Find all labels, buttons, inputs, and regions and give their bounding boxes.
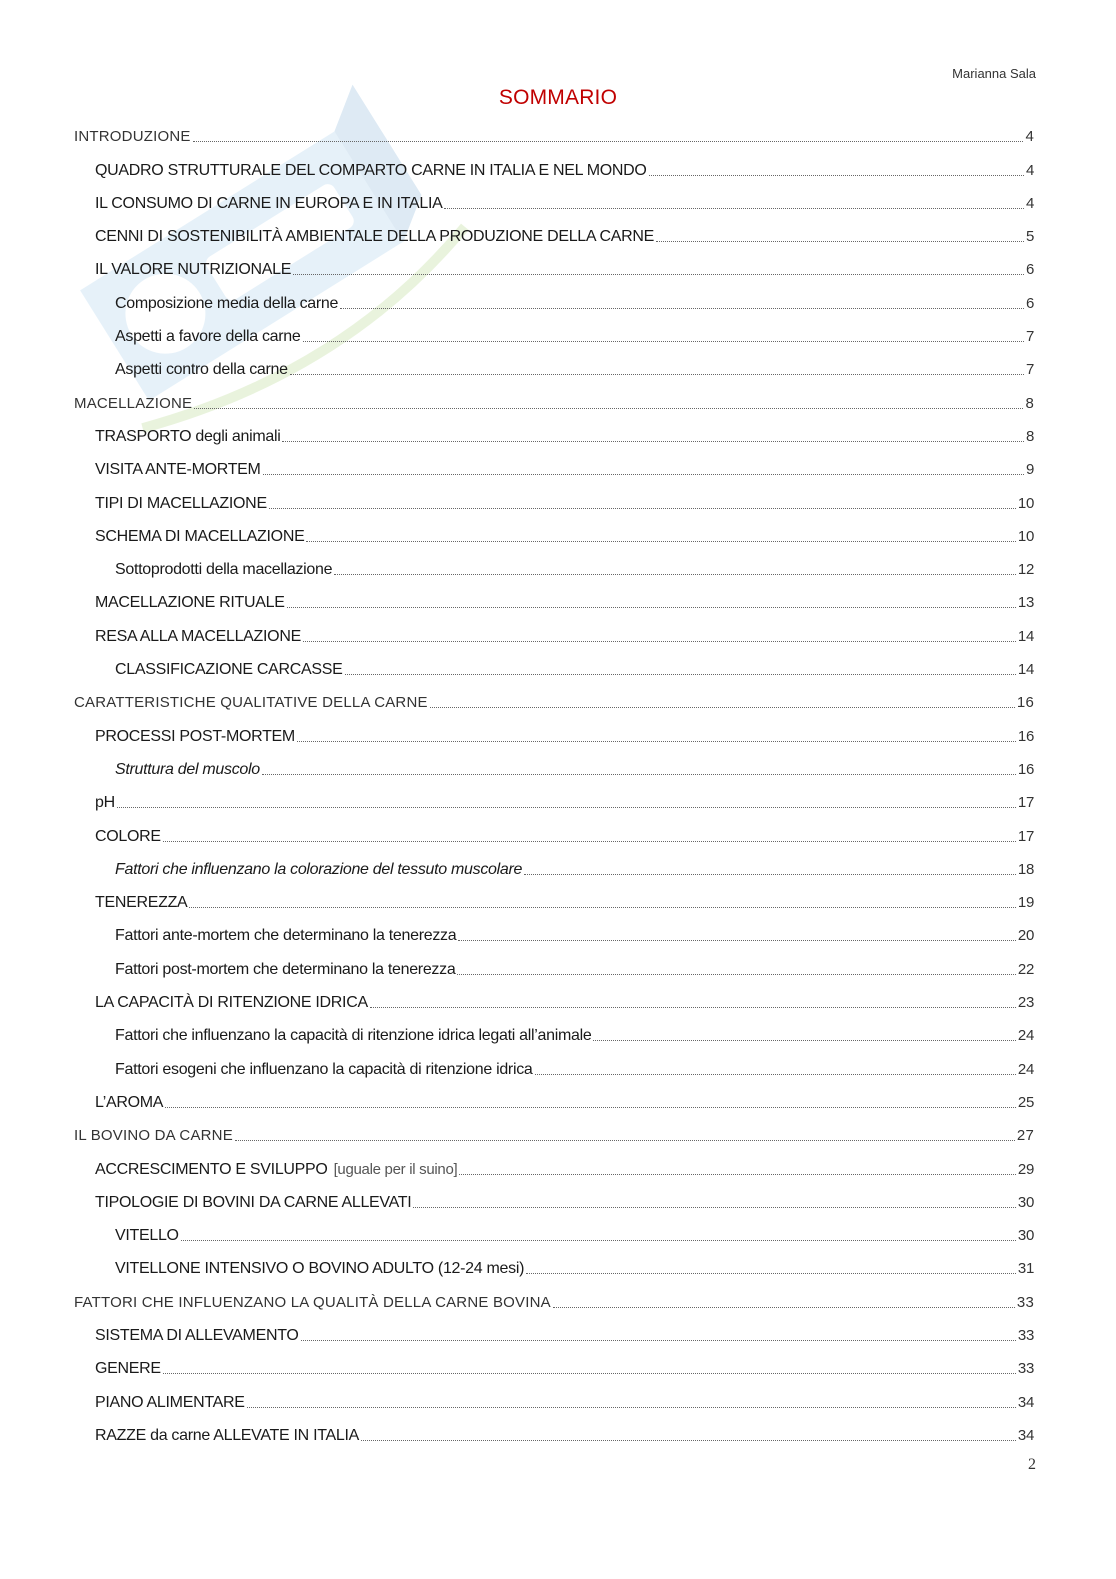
dot-leader (194, 408, 1023, 409)
dot-leader (334, 574, 1016, 575)
toc-entry-page: 4 (1025, 161, 1034, 179)
toc-entry[interactable] (74, 451, 1034, 484)
toc-entry-title: IL VALORE NUTRIZIONALE (95, 261, 292, 279)
toc-entry-page: 7 (1025, 328, 1034, 346)
toc-entry-title: GENERE (95, 1360, 161, 1378)
toc-entry[interactable] (74, 1350, 1034, 1383)
toc-entry-title: RESA ALLA MACELLAZIONE (95, 627, 301, 645)
toc-entry[interactable] (74, 917, 1034, 950)
toc-entry[interactable] (74, 1084, 1034, 1117)
toc-entry-page: 9 (1025, 461, 1034, 479)
dot-leader (303, 641, 1016, 642)
toc-entry-title: COLORE (95, 827, 161, 845)
dot-leader (306, 541, 1015, 542)
toc-entry-page: 30 (1017, 1227, 1034, 1245)
toc-entry[interactable] (74, 1150, 1034, 1183)
toc-entry[interactable] (74, 584, 1034, 617)
toc-entry-title: Sottoprodotti della macellazione (115, 561, 333, 579)
dot-leader (181, 1240, 1016, 1241)
toc-entry[interactable] (74, 950, 1034, 983)
toc-entry[interactable] (74, 551, 1034, 584)
toc-entry[interactable] (74, 1250, 1034, 1283)
dot-leader (297, 741, 1016, 742)
toc-entry[interactable] (74, 1017, 1034, 1050)
dot-leader (193, 141, 1024, 142)
toc-entry-title: CARATTERISTICHE QUALITATIVE DELLA CARNE (74, 694, 428, 712)
toc-entry-page: 12 (1017, 561, 1034, 579)
toc-entry[interactable] (74, 151, 1034, 184)
toc-entry-page: 30 (1017, 1193, 1034, 1211)
toc-entry-title: VISITA ANTE-MORTEM (95, 461, 261, 479)
dot-leader (345, 674, 1016, 675)
toc-entry-page: 25 (1017, 1093, 1034, 1111)
toc-entry-page: 16 (1017, 727, 1034, 745)
toc-entry-title: Fattori che influenzano la capacità di ritenzione idrica legati all’animale (115, 1027, 592, 1045)
toc-entry[interactable] (74, 1184, 1034, 1217)
dot-leader (430, 707, 1015, 708)
toc-entry-title: SISTEMA DI ALLEVAMENTO (95, 1326, 299, 1344)
toc-entry-page: 22 (1017, 960, 1034, 978)
toc-entry-page: 4 (1025, 128, 1034, 146)
dot-leader (165, 1107, 1016, 1108)
dot-leader (303, 341, 1024, 342)
toc-entry-title: Composizione media della carne (115, 294, 339, 312)
dot-leader (444, 208, 1023, 209)
toc-entry-title: RAZZE da carne ALLEVATE IN ITALIA (95, 1426, 359, 1444)
toc-entry-page: 13 (1017, 594, 1034, 612)
toc-entry-title: FATTORI CHE INFLUENZANO LA QUALITÀ DELLA CARNE BOVINA (74, 1293, 551, 1311)
toc-entry-title: Fattori ante-mortem che determinano la tenerezza (115, 927, 457, 945)
toc-entry-page: 33 (1017, 1360, 1034, 1378)
dot-leader (235, 1140, 1015, 1141)
toc-entry-page: 20 (1017, 927, 1034, 945)
dot-leader (361, 1440, 1016, 1441)
dot-leader (553, 1307, 1015, 1308)
toc-entry-title: TIPI DI MACELLAZIONE (95, 494, 267, 512)
toc-entry[interactable] (74, 884, 1034, 917)
toc-entry-page: 31 (1017, 1260, 1034, 1278)
toc-entry-page: 10 (1017, 494, 1034, 512)
dot-leader (269, 508, 1016, 509)
toc-entry-title: QUADRO STRUTTURALE DEL COMPARTO CARNE IN ITALIA E NEL MONDO (95, 161, 647, 179)
toc-entry-title: VITELLONE INTENSIVO O BOVINO ADULTO (12-24 mesi) (115, 1260, 525, 1278)
toc-entry-page: 5 (1025, 228, 1034, 246)
toc-entry-title: MACELLAZIONE (74, 394, 193, 412)
toc-entry-title: ACCRESCIMENTO E SVILUPPO (95, 1160, 328, 1178)
table-of-contents (74, 118, 1034, 1450)
dot-leader (163, 841, 1016, 842)
toc-entry-title: IL BOVINO DA CARNE (74, 1127, 233, 1145)
toc-entry[interactable] (74, 118, 1034, 151)
toc-entry-page: 16 (1016, 694, 1034, 712)
toc-entry-page: 34 (1017, 1426, 1034, 1444)
toc-entry-title: Struttura del muscolo (115, 760, 260, 778)
toc-entry[interactable] (74, 518, 1034, 551)
toc-entry-title: Aspetti a favore della carne (115, 328, 301, 346)
toc-entry[interactable] (74, 817, 1034, 850)
toc-entry[interactable] (74, 318, 1034, 351)
toc-entry-page: 29 (1017, 1160, 1034, 1178)
dot-leader (459, 1174, 1016, 1175)
toc-entry[interactable] (74, 218, 1034, 251)
header-author: Marianna Sala (952, 66, 1036, 81)
page-title: SOMMARIO (498, 86, 618, 109)
toc-entry[interactable] (74, 1217, 1034, 1250)
toc-entry-page: 16 (1017, 760, 1034, 778)
toc-entry-title: Fattori che influenzano la colorazione del tessuto muscolare (115, 860, 523, 878)
toc-entry-page: 19 (1017, 894, 1034, 912)
dot-leader (656, 241, 1024, 242)
toc-entry[interactable] (74, 1283, 1034, 1316)
toc-entry-title: PROCESSI POST-MORTEM (95, 727, 295, 745)
toc-entry[interactable] (74, 484, 1034, 517)
toc-entry-page: 27 (1016, 1127, 1034, 1145)
dot-leader (163, 1373, 1016, 1374)
toc-entry-title: CENNI DI SOSTENIBILITÀ AMBIENTALE DELLA PRODUZIONE DELLA CARNE (95, 228, 655, 246)
toc-entry-page: 33 (1016, 1293, 1034, 1311)
toc-entry-page: 8 (1025, 427, 1034, 445)
toc-entry[interactable] (74, 384, 1034, 417)
toc-entry-page: 17 (1017, 827, 1034, 845)
dot-leader (370, 1007, 1016, 1008)
toc-entry-page: 18 (1017, 860, 1034, 878)
toc-entry-title: LA CAPACITÀ DI RITENZIONE IDRICA (95, 994, 368, 1012)
dot-leader (301, 1340, 1016, 1341)
toc-entry[interactable] (74, 251, 1034, 284)
toc-entry-title: Aspetti contro della carne (115, 361, 288, 379)
toc-entry[interactable] (74, 1317, 1034, 1350)
toc-entry[interactable] (74, 1117, 1034, 1150)
dot-leader (189, 907, 1015, 908)
toc-entry-page: 24 (1017, 1060, 1034, 1078)
dot-leader (649, 175, 1024, 176)
toc-entry-title: IL CONSUMO DI CARNE IN EUROPA E IN ITALIA (95, 194, 443, 212)
toc-entry[interactable] (74, 984, 1034, 1017)
toc-entry-page: 17 (1017, 794, 1034, 812)
dot-leader (413, 1207, 1016, 1208)
toc-entry[interactable] (74, 185, 1034, 218)
dot-leader (535, 1074, 1016, 1075)
toc-entry[interactable] (74, 1050, 1034, 1083)
toc-entry-title: CLASSIFICAZIONE CARCASSE (115, 661, 343, 679)
toc-entry-page: 6 (1025, 294, 1034, 312)
dot-leader (262, 774, 1016, 775)
toc-entry-page: 7 (1025, 361, 1034, 379)
dot-leader (263, 474, 1024, 475)
dot-leader (524, 874, 1016, 875)
toc-entry[interactable] (74, 751, 1034, 784)
toc-entry-page: 4 (1025, 194, 1034, 212)
toc-entry-page: 8 (1025, 394, 1034, 412)
toc-entry[interactable] (74, 284, 1034, 317)
dot-leader (293, 274, 1024, 275)
toc-entry-title: Fattori post-mortem che determinano la tenerezza (115, 960, 456, 978)
toc-entry-title: TIPOLOGIE DI BOVINI DA CARNE ALLEVATI (95, 1193, 412, 1211)
dot-leader (340, 308, 1024, 309)
toc-entry-title: SCHEMA DI MACELLAZIONE (95, 527, 305, 545)
toc-entry[interactable] (74, 717, 1034, 750)
toc-entry-page: 33 (1017, 1326, 1034, 1344)
toc-entry[interactable] (74, 1417, 1034, 1450)
toc-entry-title: pH (95, 794, 115, 812)
toc-entry-title: INTRODUZIONE (74, 128, 191, 146)
toc-entry-title: MACELLAZIONE RITUALE (95, 594, 285, 612)
dot-leader (117, 807, 1016, 808)
toc-entry-title: L’AROMA (95, 1093, 164, 1111)
dot-leader (458, 940, 1016, 941)
toc-entry[interactable] (74, 684, 1034, 717)
toc-entry-note: [uguale per il suino] (333, 1160, 458, 1178)
dot-leader (287, 607, 1016, 608)
toc-entry[interactable] (74, 851, 1034, 884)
toc-entry[interactable] (74, 617, 1034, 650)
toc-entry-page: 6 (1025, 261, 1034, 279)
toc-entry[interactable] (74, 418, 1034, 451)
toc-entry[interactable] (74, 651, 1034, 684)
dot-leader (593, 1040, 1015, 1041)
toc-entry[interactable] (74, 784, 1034, 817)
toc-entry-page: 23 (1017, 994, 1034, 1012)
toc-entry-title: TENEREZZA (95, 894, 188, 912)
toc-entry-title: Fattori esogeni che influenzano la capacità di ritenzione idrica (115, 1060, 533, 1078)
dot-leader (247, 1407, 1016, 1408)
toc-entry-page: 24 (1017, 1027, 1034, 1045)
toc-entry-page: 10 (1017, 527, 1034, 545)
toc-entry-page: 14 (1017, 627, 1034, 645)
toc-entry-title: VITELLO (115, 1227, 179, 1245)
dot-leader (457, 974, 1015, 975)
footer-page-number: 2 (1028, 1456, 1036, 1473)
toc-entry-title: TRASPORTO degli animali (95, 427, 281, 445)
dot-leader (290, 374, 1024, 375)
toc-entry-title: PIANO ALIMENTARE (95, 1393, 245, 1411)
toc-entry[interactable] (74, 351, 1034, 384)
dot-leader (282, 441, 1023, 442)
toc-entry-page: 14 (1017, 661, 1034, 679)
toc-entry[interactable] (74, 1383, 1034, 1416)
dot-leader (526, 1273, 1016, 1274)
toc-entry-page: 34 (1017, 1393, 1034, 1411)
